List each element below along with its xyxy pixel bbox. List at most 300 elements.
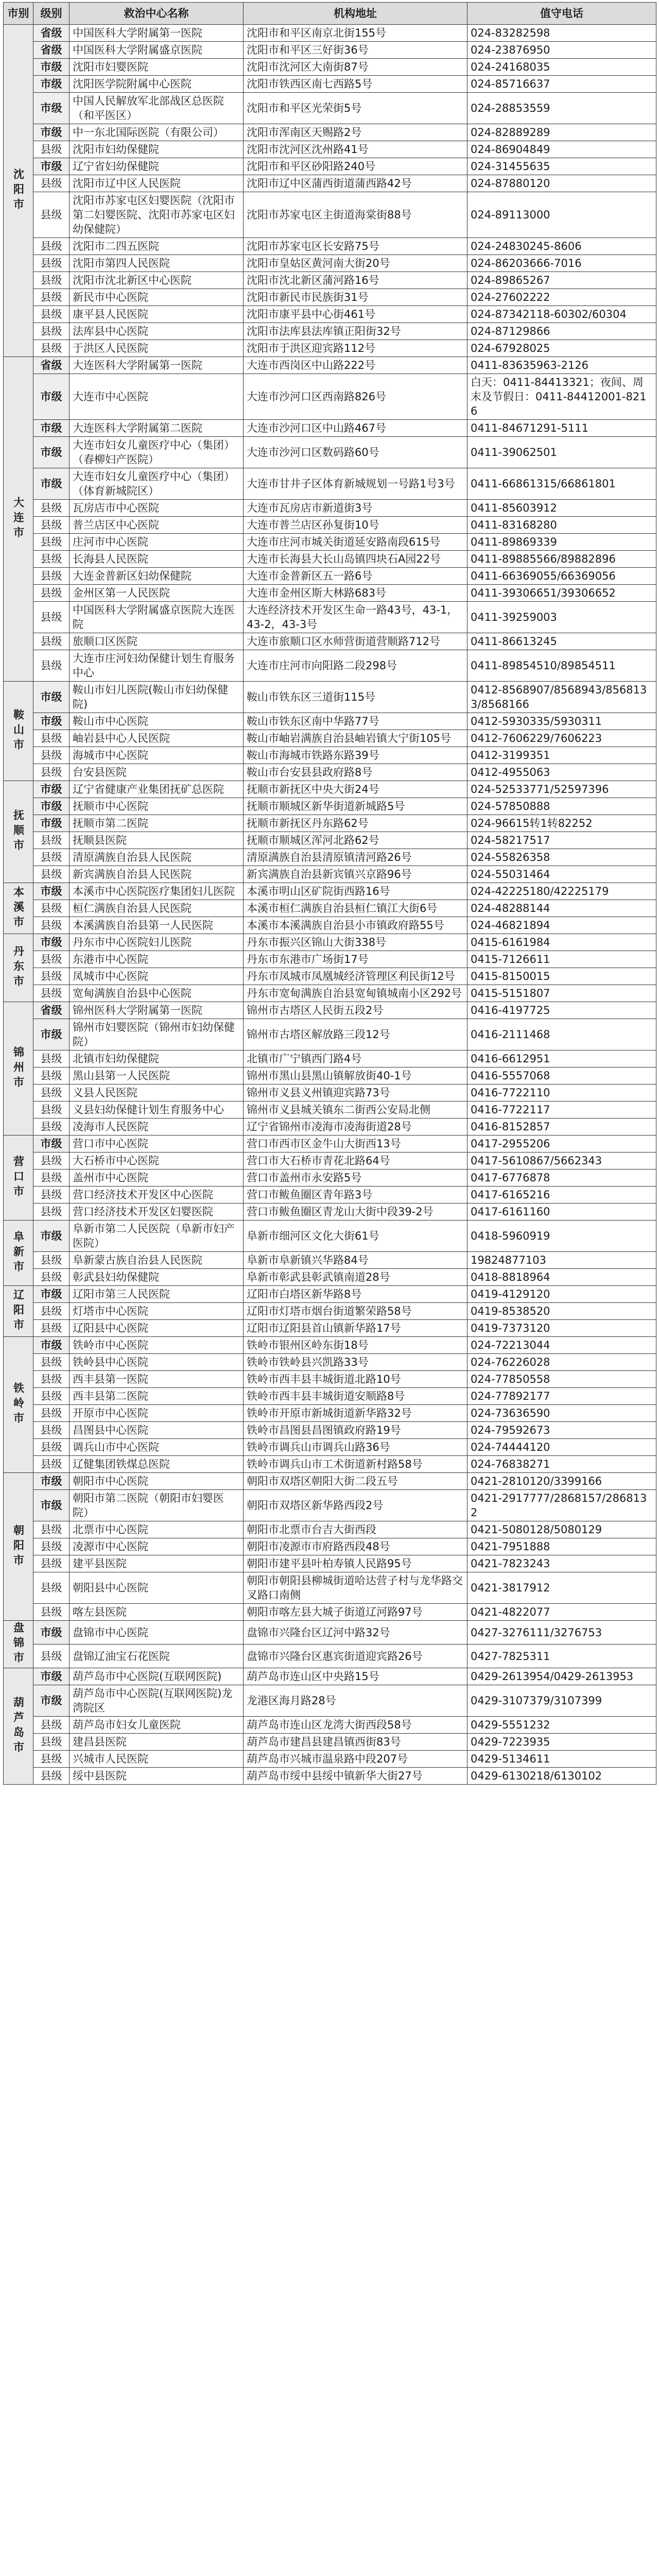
- address-cell: 大连市旅顺口区水师营街道营顺路712号: [244, 633, 467, 650]
- center-name-cell: 绥中县医院: [70, 1768, 244, 1785]
- phone-cell: 024-24168035: [467, 59, 656, 76]
- phone-cell: 0427-3276111/3276753: [467, 1621, 656, 1645]
- phone-cell: 024-24830245-8606: [467, 238, 656, 255]
- center-name-cell: 营口经济技术开发区中心医院: [70, 1187, 244, 1204]
- phone-cell: 0415-7126611: [467, 951, 656, 968]
- table-row: [4, 42, 656, 59]
- level-cell: 市级: [33, 1337, 70, 1354]
- level-cell: 县级: [33, 1067, 70, 1084]
- table-row: [4, 1473, 656, 1490]
- phone-cell: 024-55031464: [467, 866, 656, 883]
- header-city: 市别: [4, 3, 33, 25]
- address-cell: 沈阳市新民市民族街31号: [244, 289, 467, 306]
- phone-cell: 0427-7825311: [467, 1645, 656, 1668]
- phone-cell: 0421-7951888: [467, 1538, 656, 1555]
- table-row: [4, 534, 656, 551]
- level-cell: 县级: [33, 175, 70, 192]
- center-name-cell: 葫芦岛市中心医院(互联网医院): [70, 1668, 244, 1685]
- level-cell: 县级: [33, 1604, 70, 1621]
- center-name-cell: 北镇市妇幼保健院: [70, 1050, 244, 1067]
- table-row: [4, 1084, 656, 1101]
- center-name-cell: 旅顺口区医院: [70, 633, 244, 650]
- center-name-cell: 盖州市中心医院: [70, 1170, 244, 1187]
- center-name-cell: 彰武县妇幼保健院: [70, 1269, 244, 1286]
- address-cell: 北镇市广宁镇西门路4号: [244, 1050, 467, 1067]
- level-cell: 县级: [33, 917, 70, 934]
- phone-cell: 0429-7223935: [467, 1734, 656, 1751]
- address-cell: 沈阳市康平县中心街461号: [244, 306, 467, 323]
- address-cell: 鞍山市铁东区三道街115号: [244, 682, 467, 713]
- table-row: [4, 602, 656, 633]
- table-row: [4, 93, 656, 124]
- phone-cell: 024-48288144: [467, 900, 656, 917]
- phone-cell: 0417-6776878: [467, 1170, 656, 1187]
- table-row: [4, 1456, 656, 1473]
- address-cell: 大连市庄河市向阳路二段298号: [244, 650, 467, 682]
- phone-cell: 白天：0411-84413321；夜间、周末及节假日：0411-84412001-8216: [467, 374, 656, 420]
- table-row: [4, 1118, 656, 1136]
- level-cell: 县级: [33, 306, 70, 323]
- address-cell: 阜新市彰武县彰武镇南道28号: [244, 1269, 467, 1286]
- table-row: [4, 1439, 656, 1456]
- level-cell: 县级: [33, 1320, 70, 1337]
- address-cell: 辽宁省锦州市凌海市凌海街道28号: [244, 1118, 467, 1136]
- phone-cell: 024-87342118-60302/60304: [467, 306, 656, 323]
- level-cell: 县级: [33, 272, 70, 289]
- center-name-cell: 大连医科大学附属第一医院: [70, 357, 244, 374]
- city-cell: 锦州市: [4, 1002, 33, 1136]
- phone-cell: 0411-83635963-2126: [467, 357, 656, 374]
- address-cell: 抚顺市顺城区新华街道新城路5号: [244, 798, 467, 815]
- phone-cell: 0429-6130218/6130102: [467, 1768, 656, 1785]
- address-cell: 大连市普兰店区孙复街10号: [244, 517, 467, 534]
- table-row: [4, 1019, 656, 1050]
- address-cell: 鞍山市海城市铁路东路39号: [244, 747, 467, 764]
- address-cell: 葫芦岛市建昌县建昌镇西街83号: [244, 1734, 467, 1751]
- city-cell: 阜新市: [4, 1221, 33, 1286]
- phone-cell: 024-67928025: [467, 340, 656, 357]
- level-cell: 县级: [33, 1170, 70, 1187]
- city-cell: 沈阳市: [4, 25, 33, 357]
- table-row: [4, 1538, 656, 1555]
- table-row: [4, 815, 656, 832]
- level-cell: 市级: [33, 1685, 70, 1717]
- phone-cell: 0429-3107379/3107399: [467, 1685, 656, 1717]
- table-row: [4, 1354, 656, 1371]
- center-name-cell: 大连市中心医院: [70, 374, 244, 420]
- center-name-cell: 辽健集团铁煤总医院: [70, 1456, 244, 1473]
- level-cell: 县级: [33, 951, 70, 968]
- phone-cell: 0411-84671291-5111: [467, 420, 656, 437]
- center-name-cell: 大石桥市中心医院: [70, 1153, 244, 1170]
- level-cell: 县级: [33, 1572, 70, 1604]
- phone-cell: 0411-66861315/66861801: [467, 468, 656, 500]
- header-center-name: 救治中心名称: [70, 3, 244, 25]
- phone-cell: 0411-86613245: [467, 633, 656, 650]
- level-cell: 县级: [33, 238, 70, 255]
- center-name-cell: 朝阳市中心医院: [70, 1473, 244, 1490]
- address-cell: 大连市金州区斯大林路683号: [244, 585, 467, 602]
- level-cell: 县级: [33, 534, 70, 551]
- level-cell: 县级: [33, 1187, 70, 1204]
- table-row: [4, 883, 656, 900]
- rescue-center-table: [3, 2, 656, 1785]
- level-cell: 县级: [33, 849, 70, 866]
- table-row: [4, 1170, 656, 1187]
- table-row: [4, 238, 656, 255]
- level-cell: 县级: [33, 1371, 70, 1388]
- table-row: [4, 1751, 656, 1768]
- address-cell: 沈阳市沈北新区蒲河路16号: [244, 272, 467, 289]
- center-name-cell: 盘锦辽油宝石花医院: [70, 1645, 244, 1668]
- level-cell: 县级: [33, 1717, 70, 1734]
- phone-cell: 19824877103: [467, 1252, 656, 1269]
- address-cell: 大连市西岗区中山路222号: [244, 357, 467, 374]
- city-cell: 本溪市: [4, 883, 33, 934]
- center-name-cell: 葫芦岛市中心医院(互联网医院)龙湾院区: [70, 1685, 244, 1717]
- address-cell: 沈阳市铁西区南七西路5号: [244, 76, 467, 93]
- phone-cell: 0421-5080128/5080129: [467, 1521, 656, 1538]
- level-cell: 县级: [33, 764, 70, 781]
- phone-cell: 024-87880120: [467, 175, 656, 192]
- phone-cell: 024-72213044: [467, 1337, 656, 1354]
- center-name-cell: 宽甸满族自治县中心医院: [70, 985, 244, 1002]
- level-cell: 县级: [33, 866, 70, 883]
- table-row: [4, 1388, 656, 1405]
- table-body: [4, 25, 656, 1785]
- phone-cell: 0417-6165216: [467, 1187, 656, 1204]
- center-name-cell: 大连市庄河妇幼保健计划生育服务中心: [70, 650, 244, 682]
- table-row: [4, 713, 656, 730]
- address-cell: 锦州市黑山县黑山镇解放街40-1号: [244, 1067, 467, 1084]
- phone-cell: 024-79592673: [467, 1422, 656, 1439]
- center-name-cell: 鞍山市中心医院: [70, 713, 244, 730]
- phone-cell: 0411-66369055/66369056: [467, 568, 656, 585]
- phone-cell: 024-57850888: [467, 798, 656, 815]
- center-name-cell: 锦州医科大学附属第一医院: [70, 1002, 244, 1019]
- center-name-cell: 大连金普新区妇幼保健院: [70, 568, 244, 585]
- phone-cell: 024-55826358: [467, 849, 656, 866]
- level-cell: 县级: [33, 900, 70, 917]
- address-cell: 本溪市明山区矿院街西路16号: [244, 883, 467, 900]
- address-cell: 抚顺市顺城区浑河北路62号: [244, 832, 467, 849]
- phone-cell: 0411-39259003: [467, 602, 656, 633]
- center-name-cell: 沈阳市妇婴医院: [70, 59, 244, 76]
- table-row: [4, 1521, 656, 1538]
- center-name-cell: 抚顺市第二医院: [70, 815, 244, 832]
- center-name-cell: 抚顺县医院: [70, 832, 244, 849]
- city-cell: 丹东市: [4, 934, 33, 1002]
- address-cell: 铁岭市调兵山市工术街道新村路58号: [244, 1456, 467, 1473]
- level-cell: 市级: [33, 59, 70, 76]
- table-row: [4, 1685, 656, 1717]
- table-row: [4, 374, 656, 420]
- center-name-cell: 康平县人民医院: [70, 306, 244, 323]
- center-name-cell: 法库县中心医院: [70, 323, 244, 340]
- header-phone: 值守电话: [467, 3, 656, 25]
- table-row: [4, 1555, 656, 1572]
- phone-cell: 024-58217517: [467, 832, 656, 849]
- center-name-cell: 铁岭市中心医院: [70, 1337, 244, 1354]
- table-row: [4, 1668, 656, 1685]
- table-row: [4, 1050, 656, 1067]
- address-cell: 营口市鲅鱼圈区青龙山大街中段39-2号: [244, 1204, 467, 1221]
- header-level: 级别: [33, 3, 70, 25]
- phone-cell: 0411-89854510/89854511: [467, 650, 656, 682]
- center-name-cell: 葫芦岛市妇女儿童医院: [70, 1717, 244, 1734]
- address-cell: 盘锦市兴隆台区辽河中路32号: [244, 1621, 467, 1645]
- address-cell: 大连市沙河口区中山路467号: [244, 420, 467, 437]
- address-cell: 营口市盖州市永安路5号: [244, 1170, 467, 1187]
- center-name-cell: 沈阳市苏家屯区妇婴医院（沈阳市第二妇婴医院、沈阳市苏家屯区妇幼保健院）: [70, 192, 244, 238]
- table-row: [4, 764, 656, 781]
- center-name-cell: 台安县医院: [70, 764, 244, 781]
- city-cell: 铁岭市: [4, 1337, 33, 1473]
- phone-cell: 0421-2917777/2868157/2868132: [467, 1490, 656, 1521]
- center-name-cell: 大连市妇女儿童医疗中心（集团）（春柳妇产医院）: [70, 437, 244, 468]
- level-cell: 市级: [33, 124, 70, 141]
- phone-cell: 024-76226028: [467, 1354, 656, 1371]
- phone-cell: 024-28853559: [467, 93, 656, 124]
- address-cell: 铁岭市昌图县昌图镇政府路19号: [244, 1422, 467, 1439]
- address-cell: 葫芦岛市兴城市温泉路中段207号: [244, 1751, 467, 1768]
- address-cell: 沈阳市苏家屯区主街道海棠街88号: [244, 192, 467, 238]
- table-row: [4, 1405, 656, 1422]
- phone-cell: 0416-2111468: [467, 1019, 656, 1050]
- level-cell: 市级: [33, 1668, 70, 1685]
- phone-cell: 024-86203666-7016: [467, 255, 656, 272]
- phone-cell: 0421-3817912: [467, 1572, 656, 1604]
- city-cell: 朝阳市: [4, 1473, 33, 1621]
- phone-cell: 0416-8152857: [467, 1118, 656, 1136]
- center-name-cell: 大连市妇女儿童医疗中心（集团）（体育新城院区）: [70, 468, 244, 500]
- address-cell: 辽阳市白塔区新华路8号: [244, 1286, 467, 1303]
- address-cell: 辽阳市灯塔市烟台街道繁荣路58号: [244, 1303, 467, 1320]
- phone-cell: 0411-39062501: [467, 437, 656, 468]
- level-cell: 省级: [33, 1002, 70, 1019]
- level-cell: 县级: [33, 517, 70, 534]
- center-name-cell: 普兰店区中心医院: [70, 517, 244, 534]
- center-name-cell: 阜新蒙古族自治县人民医院: [70, 1252, 244, 1269]
- table-row: [4, 1768, 656, 1785]
- phone-cell: 0415-6161984: [467, 934, 656, 951]
- center-name-cell: 于洪区人民医院: [70, 340, 244, 357]
- address-cell: 鞍山市铁东区南中华路77号: [244, 713, 467, 730]
- phone-cell: 0416-7722110: [467, 1084, 656, 1101]
- level-cell: 县级: [33, 1050, 70, 1067]
- address-cell: 朝阳市建平县叶柏寿镇人民路95号: [244, 1555, 467, 1572]
- address-cell: 抚顺市新抚区中央大街24号: [244, 781, 467, 798]
- center-name-cell: 营口市中心医院: [70, 1136, 244, 1153]
- center-name-cell: 锦州市妇婴医院（锦州市妇幼保健院）: [70, 1019, 244, 1050]
- table-row: [4, 468, 656, 500]
- center-name-cell: 海城市中心医院: [70, 747, 244, 764]
- table-row: [4, 650, 656, 682]
- table-row: [4, 1320, 656, 1337]
- level-cell: 市级: [33, 713, 70, 730]
- center-name-cell: 鞍山市妇儿医院(鞍山市妇幼保健院): [70, 682, 244, 713]
- table-row: [4, 437, 656, 468]
- table-row: [4, 255, 656, 272]
- address-cell: 大连市金普新区五一路6号: [244, 568, 467, 585]
- phone-cell: 0419-8538520: [467, 1303, 656, 1320]
- table-row: [4, 1204, 656, 1221]
- table-row: [4, 1645, 656, 1668]
- level-cell: 市级: [33, 781, 70, 798]
- table-row: [4, 866, 656, 883]
- center-name-cell: 营口经济技术开发区妇婴医院: [70, 1204, 244, 1221]
- center-name-cell: 新宾满族自治县人民医院: [70, 866, 244, 883]
- address-cell: 鞍山市台安县县政府路8号: [244, 764, 467, 781]
- phone-cell: 0411-89869339: [467, 534, 656, 551]
- city-cell: 辽阳市: [4, 1286, 33, 1337]
- level-cell: 市级: [33, 1136, 70, 1153]
- phone-cell: 0429-2613954/0429-2613953: [467, 1668, 656, 1685]
- address-cell: 沈阳市和平区南京北街155号: [244, 25, 467, 42]
- table-row: [4, 1734, 656, 1751]
- address-cell: 本溪市本溪满族自治县小市镇政府路55号: [244, 917, 467, 934]
- address-cell: 丹东市振兴区锦山大街338号: [244, 934, 467, 951]
- level-cell: 县级: [33, 1645, 70, 1668]
- center-name-cell: 昌图县中心医院: [70, 1422, 244, 1439]
- phone-cell: 0419-7373120: [467, 1320, 656, 1337]
- phone-cell: 0416-6612951: [467, 1050, 656, 1067]
- phone-cell: 024-27602222: [467, 289, 656, 306]
- address-cell: 葫芦岛市连山区中央路15号: [244, 1668, 467, 1685]
- city-cell: 鞍山市: [4, 682, 33, 781]
- center-name-cell: 岫岩县中心人民医院: [70, 730, 244, 747]
- address-cell: 沈阳市苏家屯区长安路75号: [244, 238, 467, 255]
- level-cell: 县级: [33, 1084, 70, 1101]
- center-name-cell: 桓仁满族自治县人民医院: [70, 900, 244, 917]
- center-name-cell: 辽宁省健康产业集团抚矿总医院: [70, 781, 244, 798]
- address-cell: 铁岭市调兵山市调兵山路36号: [244, 1439, 467, 1456]
- level-cell: 县级: [33, 340, 70, 357]
- address-cell: 锦州市古塔区解放路三段12号: [244, 1019, 467, 1050]
- address-cell: 沈阳市沈河区大南街87号: [244, 59, 467, 76]
- table-row: [4, 568, 656, 585]
- phone-cell: 024-89113000: [467, 192, 656, 238]
- level-cell: 县级: [33, 141, 70, 158]
- phone-cell: 0421-7823243: [467, 1555, 656, 1572]
- table-row: [4, 323, 656, 340]
- phone-cell: 024-82889289: [467, 124, 656, 141]
- level-cell: 县级: [33, 568, 70, 585]
- level-cell: 市级: [33, 76, 70, 93]
- address-cell: 铁岭市银州区岭东街18号: [244, 1337, 467, 1354]
- center-name-cell: 庄河市中心医院: [70, 534, 244, 551]
- address-cell: 抚顺市新抚区丹东路62号: [244, 815, 467, 832]
- address-cell: 辽阳市辽阳县首山镇新华路17号: [244, 1320, 467, 1337]
- address-cell: 大连市甘井子区体育新城规划一号路1号3号: [244, 468, 467, 500]
- table-row: [4, 1286, 656, 1303]
- level-cell: 县级: [33, 1538, 70, 1555]
- table-row: [4, 682, 656, 713]
- level-cell: 县级: [33, 1269, 70, 1286]
- level-cell: 县级: [33, 1204, 70, 1221]
- phone-cell: 0417-2955206: [467, 1136, 656, 1153]
- address-cell: 丹东市凤城市凤凰城经济管理区利民街12号: [244, 968, 467, 985]
- table-row: [4, 1002, 656, 1019]
- table-row: [4, 1101, 656, 1118]
- phone-cell: 024-83282598: [467, 25, 656, 42]
- table-row: [4, 25, 656, 42]
- address-cell: 龙港区海月路28号: [244, 1685, 467, 1717]
- address-cell: 锦州市义县城关镇东二街西公安局北侧: [244, 1101, 467, 1118]
- city-cell: 营口市: [4, 1136, 33, 1221]
- address-cell: 沈阳市和平区光荣街5号: [244, 93, 467, 124]
- phone-cell: 0418-5960919: [467, 1221, 656, 1252]
- phone-cell: 0411-83168280: [467, 517, 656, 534]
- table-row: [4, 1303, 656, 1320]
- center-name-cell: 中国人民解放军北部战区总医院（和平医区）: [70, 93, 244, 124]
- address-cell: 朝阳市双塔区朝阳大街二段五号: [244, 1473, 467, 1490]
- address-cell: 清原满族自治县清原镇清河路26号: [244, 849, 467, 866]
- address-cell: 铁岭市开原市新城街道新华路32号: [244, 1405, 467, 1422]
- center-name-cell: 中国医科大学附属盛京医院大连医院: [70, 602, 244, 633]
- table-row: [4, 1269, 656, 1286]
- center-name-cell: 凌海市人民医院: [70, 1118, 244, 1136]
- address-cell: 本溪市桓仁满族自治县桓仁镇江大街6号: [244, 900, 467, 917]
- table-row: [4, 747, 656, 764]
- level-cell: 市级: [33, 420, 70, 437]
- table-header-row: [4, 3, 656, 25]
- level-cell: 省级: [33, 25, 70, 42]
- table-row: [4, 917, 656, 934]
- center-name-cell: 铁岭县中心医院: [70, 1354, 244, 1371]
- address-cell: 大连经济技术开发区生命一路43号，43-1，43-2，43-3号: [244, 602, 467, 633]
- table-row: [4, 1067, 656, 1084]
- phone-cell: 024-89865267: [467, 272, 656, 289]
- phone-cell: 024-52533771/52597396: [467, 781, 656, 798]
- table-row: [4, 1422, 656, 1439]
- center-name-cell: 大连医科大学附属第二医院: [70, 420, 244, 437]
- level-cell: 县级: [33, 1405, 70, 1422]
- level-cell: 县级: [33, 650, 70, 682]
- table-row: [4, 124, 656, 141]
- center-name-cell: 西丰县第一医院: [70, 1371, 244, 1388]
- level-cell: 县级: [33, 1439, 70, 1456]
- level-cell: 市级: [33, 93, 70, 124]
- level-cell: 县级: [33, 602, 70, 633]
- level-cell: 市级: [33, 1621, 70, 1645]
- address-cell: 大连市庄河市城关街道延安路南段615号: [244, 534, 467, 551]
- table-row: [4, 1187, 656, 1204]
- level-cell: 县级: [33, 1101, 70, 1118]
- address-cell: 盘锦市兴隆台区惠宾街道迎宾路26号: [244, 1645, 467, 1668]
- center-name-cell: 朝阳市第二医院（朝阳市妇婴医院）: [70, 1490, 244, 1521]
- address-cell: 新宾满族自治县新宾镇兴京路96号: [244, 866, 467, 883]
- center-name-cell: 阜新市第二人民医院（阜新市妇产医院）: [70, 1221, 244, 1252]
- level-cell: 市级: [33, 1019, 70, 1050]
- phone-cell: 024-23876950: [467, 42, 656, 59]
- phone-cell: 024-77850558: [467, 1371, 656, 1388]
- address-cell: 沈阳市皇姑区黄河南大街20号: [244, 255, 467, 272]
- level-cell: 县级: [33, 1118, 70, 1136]
- level-cell: 市级: [33, 468, 70, 500]
- table-row: [4, 192, 656, 238]
- center-name-cell: 抚顺市中心医院: [70, 798, 244, 815]
- level-cell: 市级: [33, 1221, 70, 1252]
- phone-cell: 0411-89885566/89882896: [467, 551, 656, 568]
- phone-cell: 0412-5930335/5930311: [467, 713, 656, 730]
- address-cell: 铁岭市铁岭县兴凯路33号: [244, 1354, 467, 1371]
- address-cell: 沈阳市和平区砂阳路240号: [244, 158, 467, 175]
- table-row: [4, 1136, 656, 1153]
- phone-cell: 024-87129866: [467, 323, 656, 340]
- level-cell: 省级: [33, 42, 70, 59]
- level-cell: 县级: [33, 1555, 70, 1572]
